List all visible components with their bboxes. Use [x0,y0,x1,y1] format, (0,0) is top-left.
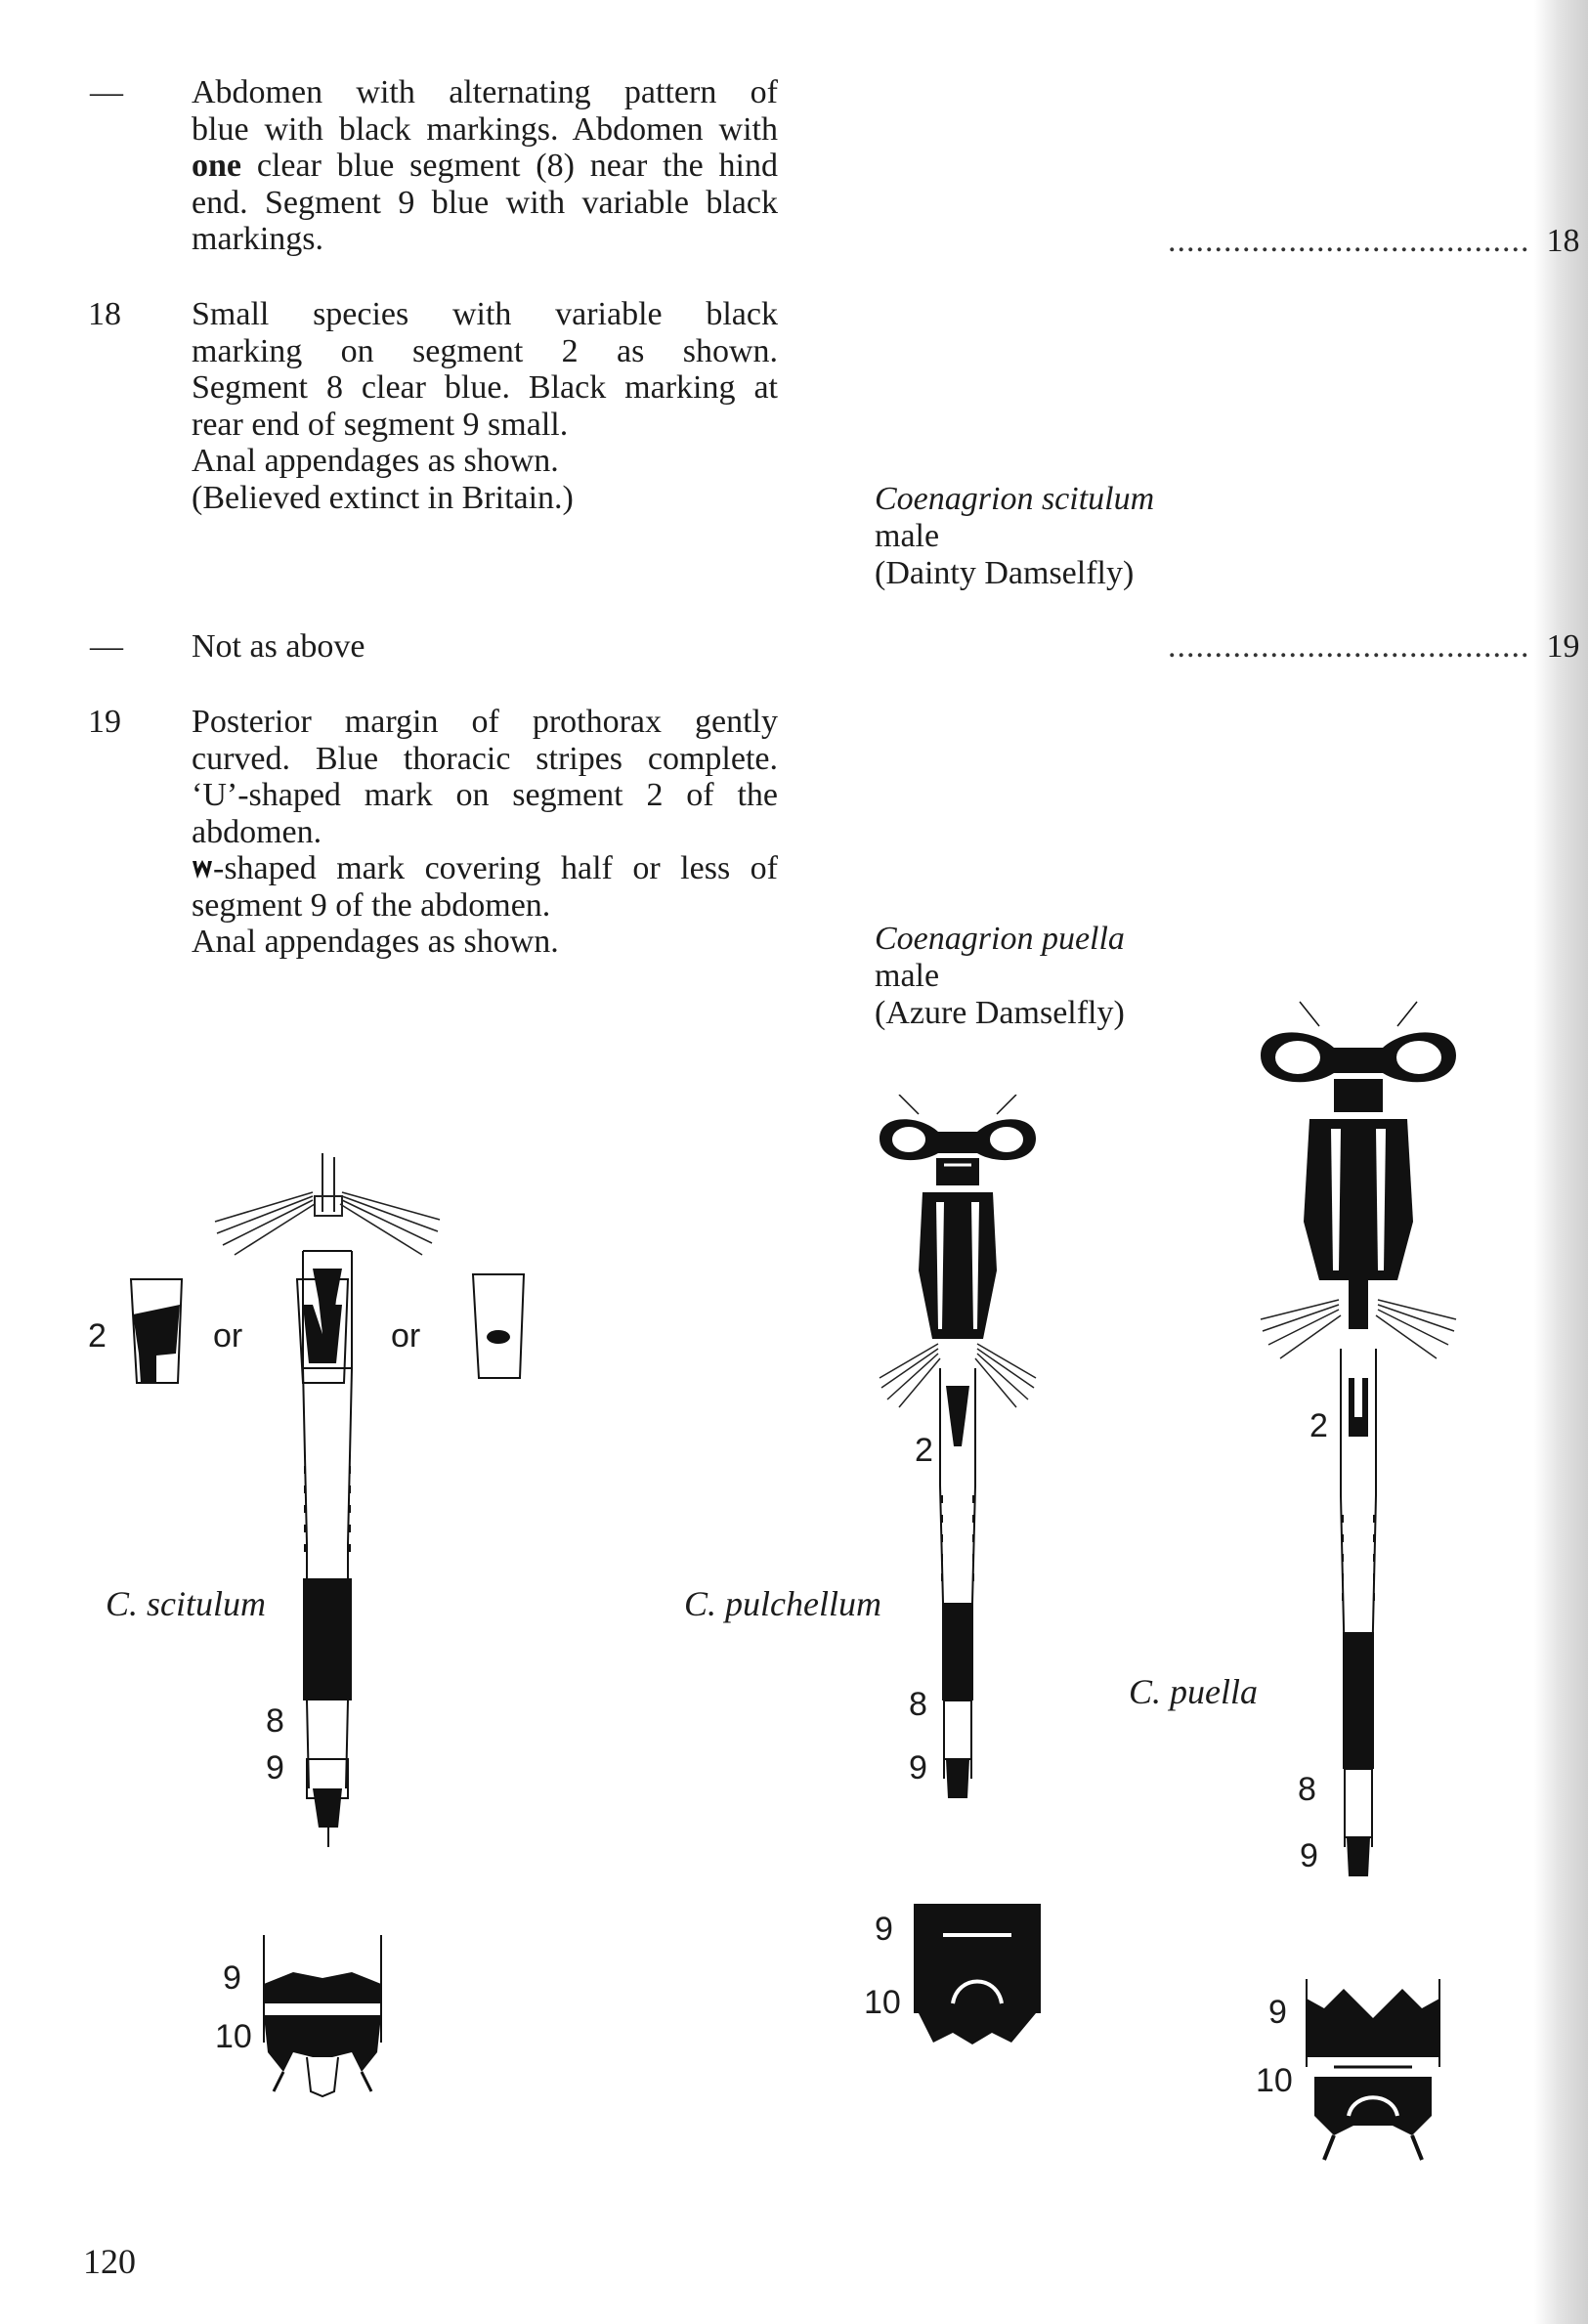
entry-1-dash: — [90,74,123,110]
entry-19-text [192,704,778,961]
entry-1-line-4: end. Segment 9 blue with variable black [192,184,778,221]
species-puella [875,921,1125,1032]
species-scitulum-name: Coenagrion scitulum [875,481,1155,517]
entry-1-leader: ....................................... 18 [1168,223,1580,259]
seg10-detail-scitulum: 10 [215,2018,252,2055]
entry-19-line-5: -shaped mark covering half or less of [192,850,778,887]
entry-1-text [192,74,778,258]
label-scitulum: C. scitulum [106,1584,267,1623]
entry-18-line-2: marking on segment 2 as shown. [192,332,778,369]
w-mark-icon [192,857,213,882]
scitulum-seg2-variant-3 [469,1270,528,1388]
seg9-label-scitulum: 9 [266,1749,284,1786]
entry-19-line-2: curved. Blue thoracic stripes complete. [192,740,778,777]
species-scitulum [875,481,1154,592]
species-puella-common: (Azure Damselfly) [875,995,1125,1031]
seg8-label-puella: 8 [1298,1771,1316,1808]
seg10-detail-pulchellum: 10 [864,1984,901,2021]
entry-1-line-3 [192,148,778,185]
seg9-label-pulchellum: 9 [909,1749,927,1786]
scitulum-seg2-variant-2 [293,1275,352,1393]
entry-18-line-4: rear end of segment 9 small. [192,406,569,443]
scitulum-illustration [205,1153,450,1857]
seg9-detail-scitulum: 9 [223,1959,241,1997]
entry-18-line-3: Segment 8 clear blue. Black marking at [192,369,778,406]
seg8-label-scitulum: 8 [266,1702,284,1740]
entry-18-number: 18 [88,296,121,332]
pulchellum-anal-appendages [904,1896,1051,2052]
seg2-label-puella: 2 [1309,1407,1328,1444]
seg9-detail-pulchellum: 9 [875,1911,893,1948]
entry-not-text [192,628,778,666]
entry-19-number: 19 [88,704,121,740]
puella-anal-appendages [1295,1979,1451,2165]
entry-18-line-5: Anal appendages as shown. [192,443,559,479]
bold-word-one: one [192,148,241,184]
entry-1-line-5: markings. [192,221,324,257]
entry-18-text [192,296,778,516]
or-label-1: or [213,1317,243,1355]
seg2-label-scitulum: 2 [88,1317,107,1355]
or-label-2: or [391,1317,421,1355]
seg2-label-pulchellum: 2 [915,1432,933,1469]
entry-19-line-6: segment 9 of the abdomen. [192,886,551,924]
entry-19-line-4: abdomen. [192,813,322,850]
species-scitulum-common: (Dainty Damselfly) [875,555,1135,591]
seg9-label-puella: 9 [1300,1837,1318,1874]
species-puella-sex: male [875,958,940,994]
seg8-label-pulchellum: 8 [909,1686,927,1723]
species-scitulum-sex: male [875,518,940,554]
species-puella-name: Coenagrion puella [875,921,1125,957]
page-number: 120 [83,2242,136,2281]
entry-19-line-3: ‘U’-shaped mark on segment 2 of the [192,777,778,813]
scitulum-seg2-variant-1 [127,1275,186,1393]
entry-18-line-1: Small species with variable black [192,296,778,332]
entry-1-line-1: Abdomen with alternating pattern of [192,74,778,110]
seg10-detail-puella: 10 [1256,2062,1293,2099]
page-edge-shadow [1534,0,1588,2324]
puella-illustration [1241,987,1476,1955]
entry-1-lead-number: 18 [1546,223,1580,259]
entry-not-lead-number: 19 [1546,628,1580,665]
entry-1-line-2: blue with black markings. Abdomen with [192,110,778,148]
pulchellum-illustration [860,1095,1055,1837]
label-pulchellum: C. pulchellum [684,1584,881,1623]
entry-19-line-1: Posterior margin of prothorax gently [192,704,778,740]
entry-18-line-6: (Believed extinct in Britain.) [192,479,574,516]
label-puella: C. puella [1129,1672,1258,1711]
seg9-detail-puella: 9 [1268,1994,1287,2031]
scitulum-anal-appendages [254,1935,391,2111]
entry-19-line-7: Anal appendages as shown. [192,924,559,960]
entry-not-leader: ....................................... 19 [1168,628,1580,665]
entry-not-line-1: Not as above [192,628,365,665]
entry-1-line-3-rest: clear blue segment (8) near the hind [241,148,778,184]
entry-not-dash: — [90,628,123,665]
